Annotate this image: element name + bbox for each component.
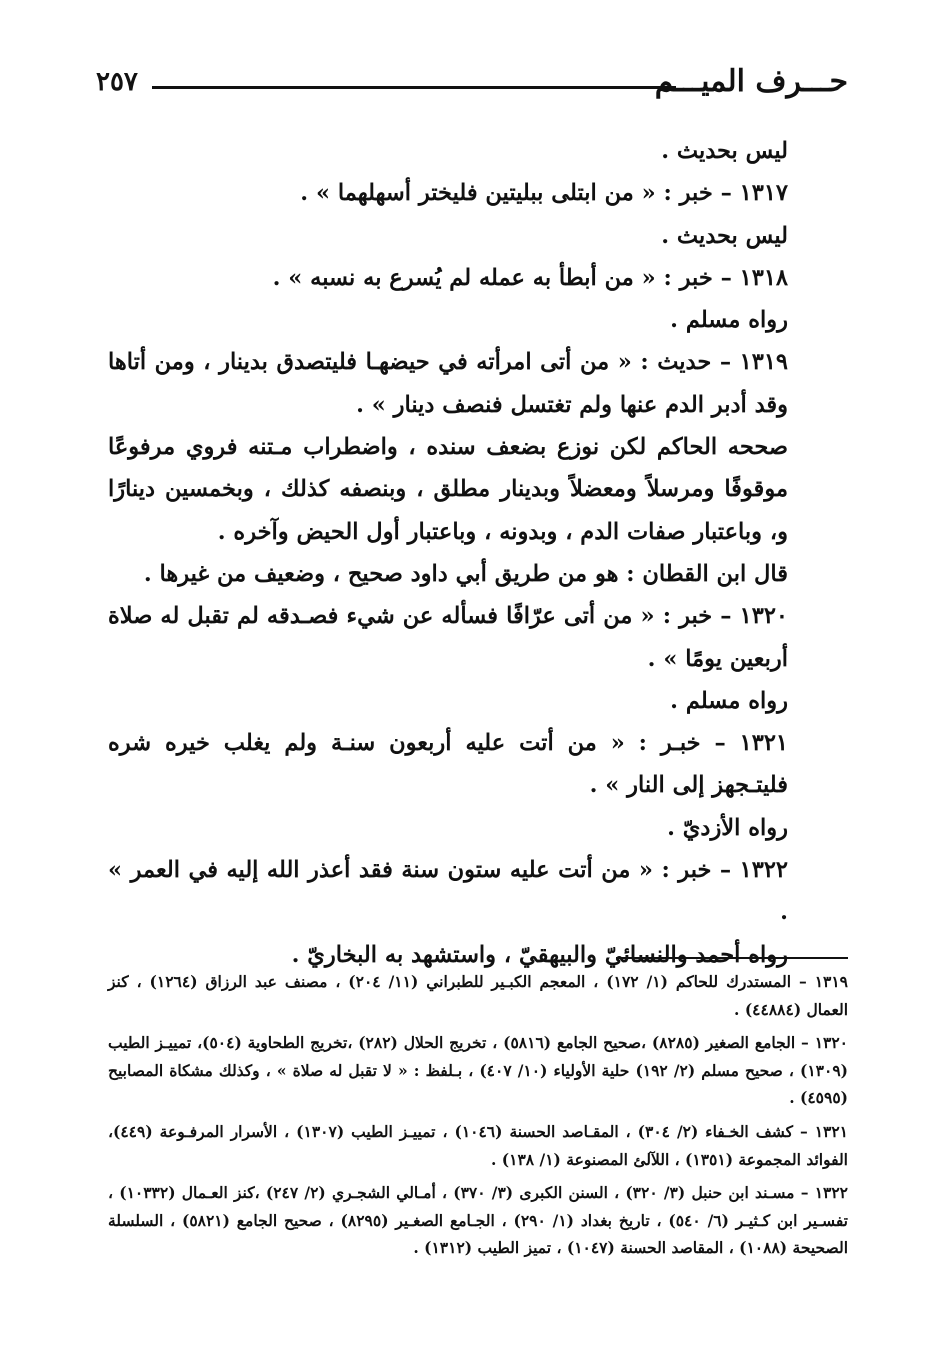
commentary-line: رواه الأزديّ . — [667, 814, 788, 841]
hadith-entry-1319: ١٣١٩ – حديث : « من أتى امرأته في حيضهـا فليتصدق بدينار ، ومن أتاها وقد أدبر الدم عنها ولم تغتسل فنصف دينار » . — [108, 349, 788, 418]
footnote-divider — [616, 957, 848, 959]
footnotes — [108, 968, 848, 1268]
hadith-entry-1317: ١٣١٧ – خبر : « من ابتلى ببليتين فليختر أسهلهما » . — [300, 180, 788, 207]
footnote-1319: ١٣١٩ – المستدرك للحاكم (١/ ١٧٢) ، المعجم الكبـير للطبراني (١١/ ٢٠٤) ، مصنف عبد الرزاق (١٢٦٤) ، كنز العمال (٤٤٨٨٤) . — [108, 972, 849, 1019]
footnote-1322: ١٣٢٢ – مسـند ابن حنبل (٣/ ٣٢٠) ، السنن الكبرى (٣/ ٣٧٠) ، أمـالي الشجـري (٢/ ٢٤٧) ،كنز العـمال (١٠٣٣٢) ، تفسـير ابن كـثيـر (٦/ ٥٤٠) ، تاريخ بغداد (١/ ٢٩٠) ، الجـامع الصغـير (٨٢٩٥) ، صحيح الجامع (٥٨٢١) ، السلسلة الصحيحة (١٠٨٨) ، المقاصد الحسنة (١٠٤٧) ، تميز الطيب (١٣١٢) . — [108, 1183, 848, 1258]
commentary-paragraph: صححه الحاكم لكن نوزع بضعف سنده ، واضطراب مـتنه فروي مرفوعًا موقوفًا ومرسلاً ومعضلاً وبدينار مطلق ، وبنصفه كذلك ، وبخمسين دينارًا و، وباعتبار صفات الدم ، وبدونه ، وباعتبار أول الحيض وآخره . — [108, 434, 788, 545]
hadith-entry-1321: ١٣٢١ – خبـر : « من أتت عليه أربعون سنـة ولم يغلب خيره شره فليتـجهز إلى النار » . — [108, 730, 788, 799]
chapter-title: حـــرف الميـــم — [654, 64, 848, 99]
main-text — [108, 130, 818, 976]
commentary-line: رواه مسلم . — [670, 687, 788, 714]
footnote-1321: ١٣٢١ – كشف الخـفاء (٢/ ٣٠٤) ، المقـاصد الحسنة (١٠٤٦) ، تمييـز الطيب (١٣٠٧) ، الأسرار المرفـوعة (٤٤٩)، الفوائد المجموعة (١٣٥١) ، اللآلئ المصنوعة (١/ ١٣٨) . — [108, 1121, 848, 1169]
page-number: ٢٥٧ — [96, 67, 138, 97]
header-rule — [152, 86, 676, 89]
commentary-line: قال ابن القطان : هو من طريق أبي داود صحيح ، وضعيف من غيرها . — [143, 560, 788, 587]
commentary-line: رواه أحمد والنسائيّ والبيهقيّ ، واستشهد به البخاريّ . — [291, 941, 788, 968]
commentary-line: ليس بحديث . — [661, 138, 788, 164]
hadith-entry-1318: ١٣١٨ – خبر : « من أبطأ به عمله لم يُسرع به نسبه » . — [272, 264, 788, 291]
hadith-entry-1322: ١٣٢٢ – خبر : « من أتت عليه ستون سنة فقد أعذر الله إليه في العمر » . — [108, 857, 788, 926]
hadith-entry-1320: ١٣٢٠ – خبر : « من أتى عرّافًا فسأله عن شيء فصـدقه لم تقبل له صلاة أربعين يومًا » . — [108, 603, 788, 672]
footnote-1320: ١٣٢٠ – الجامع الصغير (٨٢٨٥) ،صحيح الجامع (٥٨١٦) ، تخريج الحلال (٢٨٢) ،تخريج الطحاوية (٥٠٤)، تمييـز الطيب (١٣٠٩) ، صحيح مسلم (٢/ ١٩٢) حلية الأولياء (١٠/ ٤٠٧) ، بـلفظ : « لا تقبل له صلاة » ، وكذلك مشكاة المصابيح (٤٥٩٥) . — [108, 1033, 848, 1108]
running-header — [96, 62, 848, 106]
commentary-line: رواه مسلم . — [670, 307, 788, 334]
commentary-line: ليس بحديث . — [661, 222, 788, 249]
